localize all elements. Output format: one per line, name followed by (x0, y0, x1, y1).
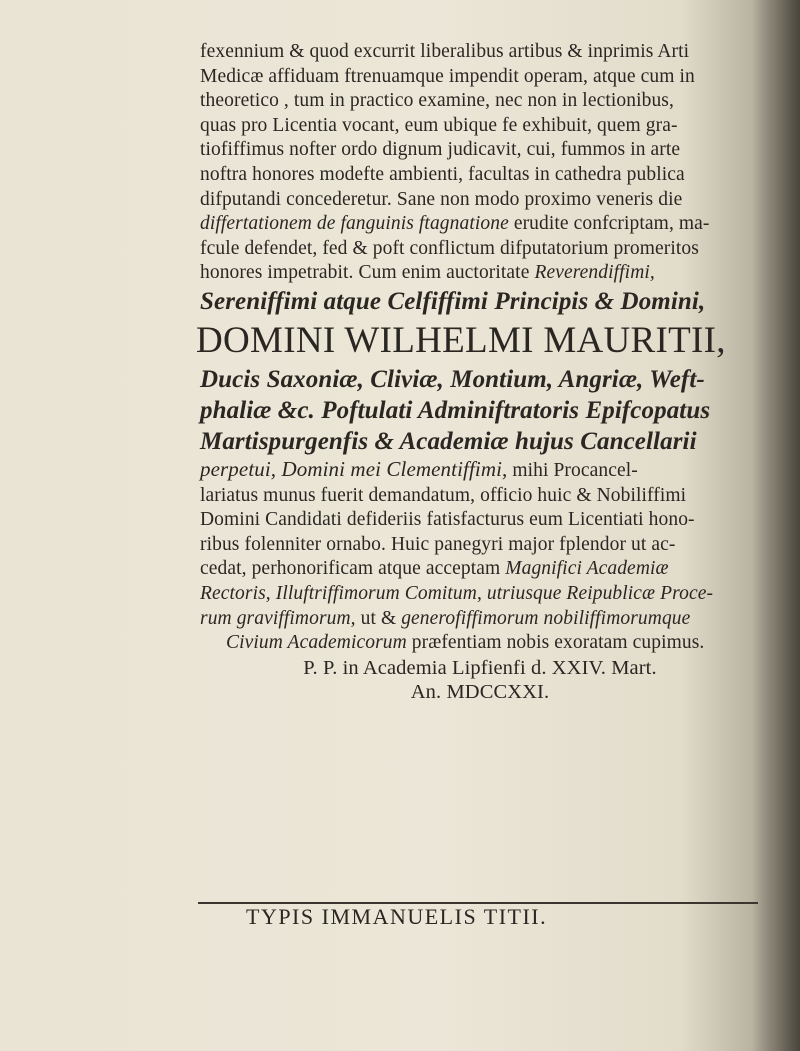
text-line-15 (200, 457, 760, 484)
text-line-9: fcule defendet, fed & poft conflictum difputatorium promeritos (200, 237, 699, 259)
text-line-15-italic: perpetui, Domini mei Clementiffimi, (200, 456, 508, 481)
body-text (196, 40, 760, 705)
text-line-10-italic: Reverendiffimi, (534, 262, 655, 284)
year-line: An. MDCCXXI. (410, 681, 550, 704)
title-line-honorifics: Sereniffimi atque Celfiffimi Principis & Domini, (200, 287, 706, 315)
text-line-21-italic-2: generofiffimorum nobiliffimorumque (401, 607, 691, 629)
text-line-10 (200, 261, 760, 286)
text-line-21-mid: ut & (355, 607, 402, 629)
text-line-16: lariatus munus fuerit demandatum, officio huic & Nobiliffimi (200, 484, 687, 506)
text-line-19-roman: cedat, perhonorificam atque acceptam (200, 558, 506, 580)
title-line-3: Martispurgenfis & Academiæ hujus Cancellarii (200, 427, 697, 455)
text-line-18: ribus folenniter ornabo. Huic panegyri major fplendor ut ac- (200, 533, 676, 555)
text-line-22 (200, 631, 760, 656)
text-line-19 (200, 557, 760, 582)
title-line-2: phaliæ &c. Poftulati Adminiftratoris Epifcopatus (200, 396, 711, 424)
text-line-8 (200, 212, 760, 237)
prince-name: DOMINI WILHELMI MAURITII, (196, 319, 726, 361)
text-line-10-roman: honores impetrabit. Cum enim auctoritate (200, 262, 535, 284)
text-line-19-italic: Magnifici Academiæ (505, 558, 669, 580)
text-line-22-rest: præfentiam nobis exoratam cupimus. (406, 632, 705, 654)
text-line-2: Medicæ affiduam ftrenuamque impendit operam, atque cum in (200, 65, 695, 87)
text-line-7: difputandi concederetur. Sane non modo proximo veneris die (200, 188, 683, 210)
text-line-22-italic: Civium Academicorum (226, 632, 407, 654)
text-line-6: noftra honores modefte ambienti, facultas in cathedra publica (200, 163, 685, 185)
text-line-17: Domini Candidati defideriis fatisfacturus eum Licentiati hono- (200, 509, 695, 531)
text-line-20: Rectoris, Illuftriffimorum Comitum, utriusque Reipublicæ Proce- (200, 582, 714, 604)
title-line-1: Ducis Saxoniæ, Cliviæ, Montium, Angriæ, Weft- (200, 365, 705, 393)
text-line-8-rest: erudite confcriptam, ma- (508, 213, 710, 235)
text-line-21-italic: rum graviffimorum, (200, 607, 356, 629)
date-line: P. P. in Academia Lipfienfi d. XXIV. Mart. (303, 656, 657, 679)
text-line-21 (200, 607, 760, 632)
text-line-1: fexennium & quod excurrit liberalibus artibus & inprimis Arti (200, 41, 690, 62)
text-line-15-rest: mihi Procancel- (507, 459, 638, 481)
printer-imprint: TYPIS IMMANUELIS TITII. (246, 904, 548, 929)
text-line-4: quas pro Licentia vocant, eum ubique fe exhibuit, quem gra- (200, 114, 678, 136)
dissertation-title: differtationem de fanguinis ftagnatione (200, 213, 509, 235)
text-line-5: tiofiffimus nofter ordo dignum judicavit, cui, fummos in arte (200, 139, 681, 161)
text-line-3: theoretico , tum in practico examine, nec non in lectionibus, (200, 90, 674, 112)
